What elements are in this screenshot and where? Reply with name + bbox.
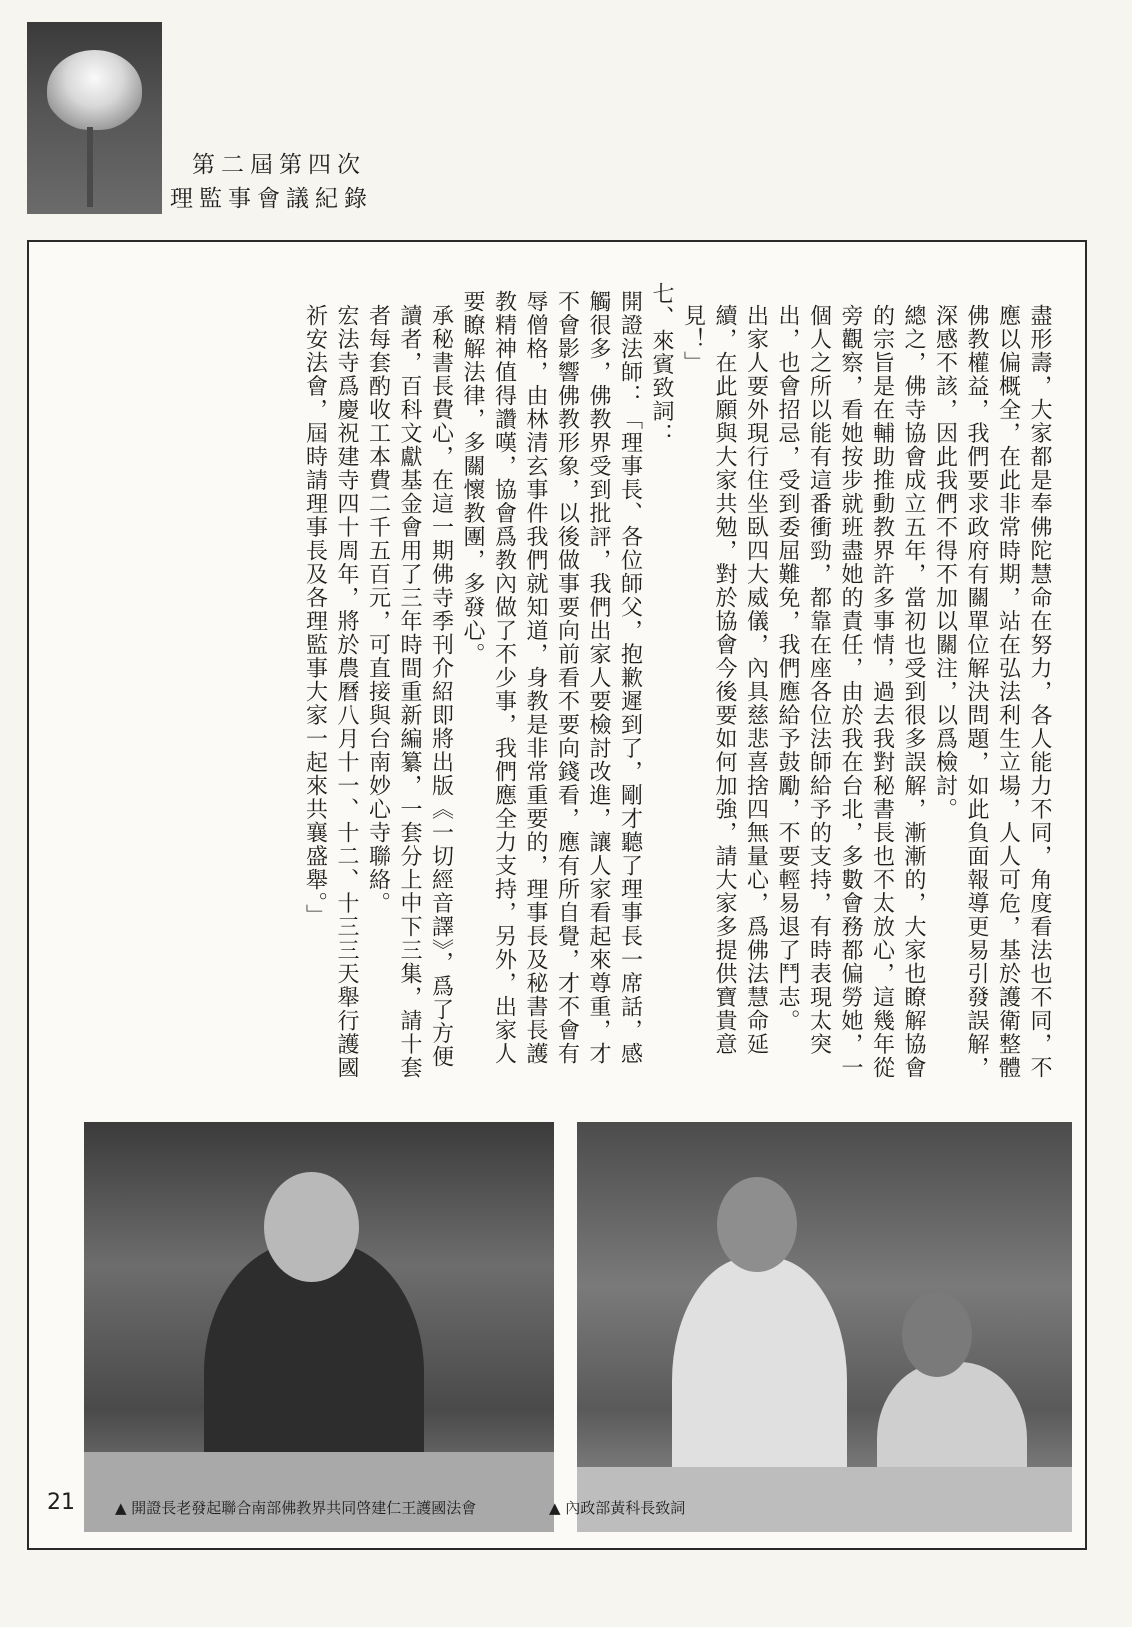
- paragraph: 總之，佛寺協會成立五年，當初也受到很多誤解，漸漸的，大家也瞭解協會的宗旨是在輔助推動教界許多事情，過去我對秘書長也不太放心，這幾年從旁觀察，看她按步就班盡她的責任，由於我在台北，多數會務都偏勞她，一個人之所以能有這番衝勁，都靠在座各位法師給予的支持，有時表現太突出，也會招忌，受到委屈難免，我們應給予鼓勵，不要輕易退了鬥志。: [775, 304, 926, 1080]
- photo-caption-left: ▲ 開證長老發起聯合南部佛教界共同啓建仁王護國法會: [115, 1499, 477, 1517]
- photo-official-speaking: [577, 1122, 1072, 1532]
- lotus-stem: [87, 127, 93, 207]
- page-title: [170, 148, 373, 216]
- paragraph: 承秘書長費心，在這一期佛寺季刊介紹即將出版《一切經音譯》，爲了方便讀者，百科文獻基金會用了三年時間重新編纂，一套分上中下三集，請十套者每套酌收工本費二千五百元，可直接與台南妙心寺聯絡。: [365, 304, 454, 1080]
- paragraph: 盡形壽，大家都是奉佛陀慧命在努力，各人能力不同，角度看法也不同，不應以偏概全，在此非常時期，站在弘法利生立場，人人可危，基於護衛整體佛教權益，我們要求政府有關單位解決問題，如此負面報導更易引發誤解，深感不該，因此我們不得不加以關注，以爲檢討。: [932, 304, 1052, 1080]
- section-heading: 七、來賓致詞：: [649, 282, 674, 447]
- header-lotus-photo: [27, 22, 162, 214]
- article-panel: [27, 240, 1087, 1550]
- monk-head: [264, 1172, 359, 1282]
- title-line-1: 第二屆第四次: [192, 152, 366, 178]
- paragraph: 出家人要外現行住坐臥四大威儀，內具慈悲喜捨四無量心，爲佛法慧命延續，在此願與大家共勉，對於協會今後要如何加強，請大家多提供寶貴意見！」: [680, 304, 769, 1056]
- photo-monk-speaking: [84, 1122, 554, 1532]
- paragraph: 宏法寺爲慶祝建寺四十周年，將於農曆八月十一、十二、十三三天舉行護國祈安法會，屆時請理事長及各理監事大家一起來共襄盛舉。」: [302, 304, 359, 1080]
- page-number: 21: [47, 1490, 75, 1515]
- official-head: [717, 1177, 797, 1272]
- seated-head: [902, 1292, 972, 1377]
- paragraph: 開證法師：「理事長、各位師父，抱歉遲到了，剛才聽了理事長一席話，感觸很多，佛教界受到批評，我們出家人要檢討改進，讓人家看起來尊重，才不會影響佛教形象，以後做事要向前看不要向錢看，應有所自覺，才不會有辱僧格，由林清玄事件我們就知道，身教是非常重要的，理事長及秘書長護教精神值得讚嘆，協會爲教內做了不少事，我們應全力支持，另外，出家人要瞭解法律，多關懷教團，多發心。: [460, 290, 643, 1066]
- lotus-flower-image: [47, 50, 142, 130]
- title-line-2: 理監事會議紀錄: [170, 186, 373, 212]
- photo-caption-right: ▲ 內政部黃科長致詞: [549, 1499, 686, 1517]
- table: [84, 1452, 554, 1532]
- article-body: [115, 260, 1055, 1080]
